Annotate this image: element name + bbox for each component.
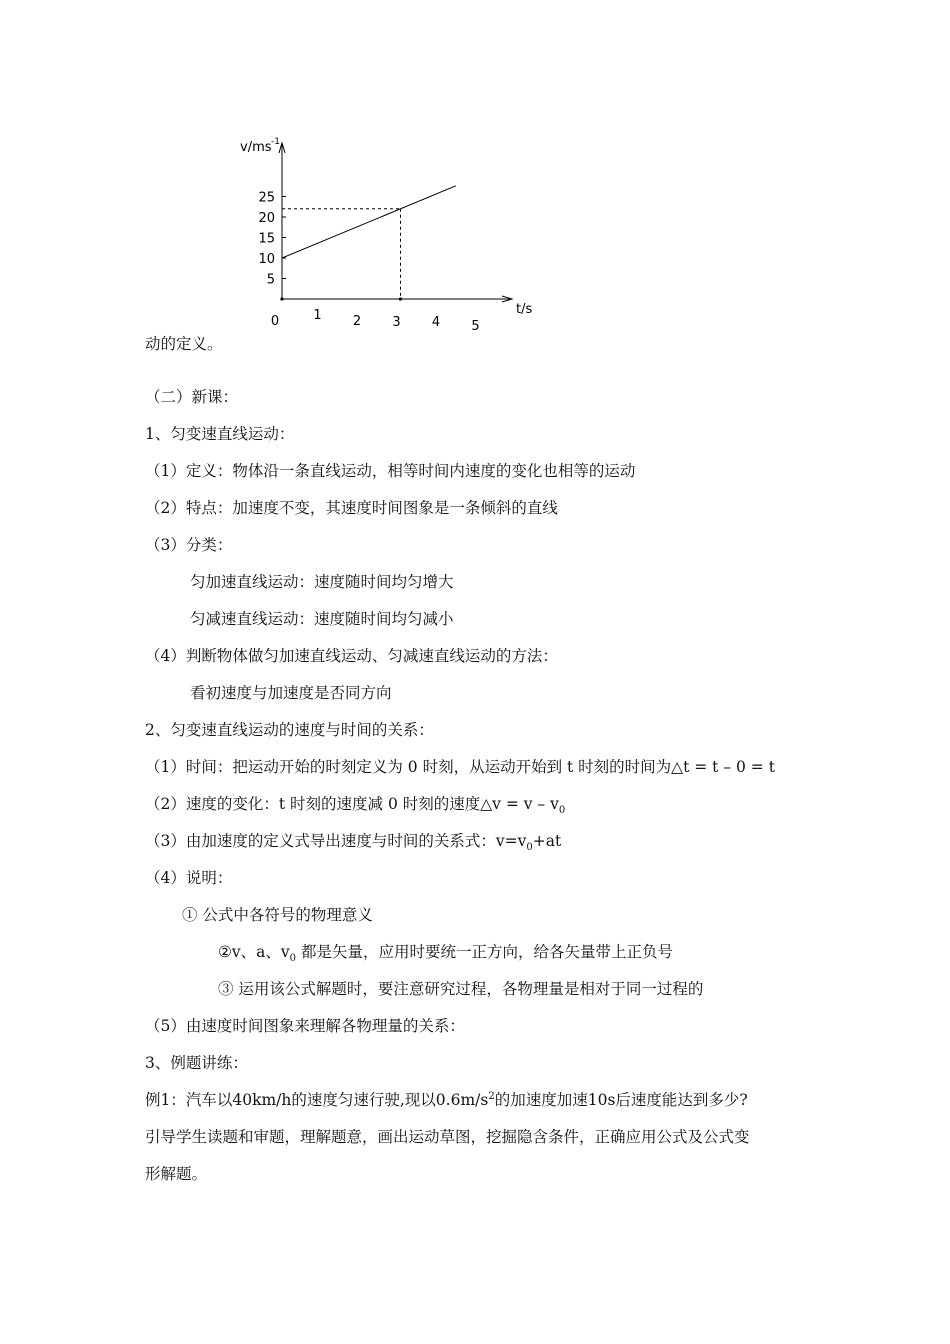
x-tick-label: 5 <box>471 319 480 334</box>
item-time: （1）时间：把运动开始的时刻定义为 0 时刻，从运动开始到 t 时刻的时间为△t = t – 0 = t <box>145 758 775 776</box>
item-graph-relation: （5）由速度时间图象来理解各物理量的关系： <box>145 1017 465 1035</box>
section-heading-new-lesson: （二）新课： <box>145 388 239 406</box>
superscript-two: 2 <box>488 1090 495 1102</box>
item-velocity-change <box>145 794 566 817</box>
note-vectors <box>218 942 673 965</box>
marked-point-foot <box>399 297 402 300</box>
heading-uniform-accel-motion: 1、匀变速直线运动： <box>145 425 295 443</box>
x-tick-label: 2 <box>352 314 362 329</box>
y-axis-label-superscript: -1 <box>271 137 280 147</box>
note-symbol-meaning: ① 公式中各符号的物理意义 <box>182 906 373 924</box>
origin-label: 0 <box>270 314 280 329</box>
sub-item-accelerating: 匀加速直线运动：速度随时间均匀增大 <box>190 573 454 591</box>
x-axis-label: t/s <box>516 302 533 317</box>
y-tick-label: 15 <box>258 231 275 247</box>
y-tick-label: 10 <box>258 252 275 267</box>
guidance-text: 引导学生读题和审题，理解题意，画出运动草图，挖掘隐含条件，正确应用公式及公式变 <box>145 1128 750 1146</box>
note-vectors-rest: 都是矢量，应用时要统一正方向，给各矢量带上正负号 <box>296 943 673 961</box>
example-1-rest: 的加速度加速10s后速度能达到多少? <box>494 1091 748 1109</box>
heading-examples: 3、例题讲练： <box>145 1054 248 1072</box>
series-line <box>282 186 456 258</box>
x-tick-label: 3 <box>392 315 401 330</box>
subscript-zero: 0 <box>289 953 297 965</box>
item-derivation <box>145 831 562 854</box>
heading-velocity-time-relation: 2、匀变速直线运动的速度与时间的关系： <box>145 721 434 739</box>
item-explanation: （4）说明： <box>145 869 233 887</box>
note-process: ③ 运用该公式解题时，要注意研究过程，各物理量是相对于同一过程的 <box>218 980 704 998</box>
guidance-text-end: 形解题。 <box>145 1165 208 1183</box>
item-derivation-formula-end: +at <box>532 832 562 850</box>
example-1-text: 例1：汽车以40km/h的速度匀速行驶,现以0.6m/s <box>145 1091 489 1109</box>
y-tick-label: 20 <box>258 211 275 226</box>
y-tick-label: 5 <box>266 272 275 288</box>
item-derivation-text: （3）由加速度的定义式导出速度与时间的关系式：v=v <box>145 832 527 850</box>
subscript-zero: 0 <box>526 842 533 854</box>
sub-item-direction-check: 看初速度与加速度是否同方向 <box>190 684 392 702</box>
sub-item-decelerating: 匀减速直线运动：速度随时间均匀减小 <box>190 610 454 628</box>
item-features: （2）特点：加速度不变，其速度时间图象是一条倾斜的直线 <box>145 499 558 517</box>
item-definition: （1）定义：物体沿一条直线运动，相等时间内速度的变化也相等的运动 <box>145 462 636 480</box>
origin-dot <box>280 297 283 300</box>
item-judgement-method: （4）判断物体做匀加速直线运动、匀减速直线运动的方法： <box>145 647 558 665</box>
item-velocity-change-text: （2）速度的变化：t 时刻的速度减 0 时刻的速度△v = v – v <box>145 795 559 813</box>
y-axis-label: v/ms <box>240 140 272 155</box>
x-tick-label: 1 <box>313 308 322 323</box>
note-vectors-text: ②v、a、v <box>218 943 290 961</box>
y-tick-label: 25 <box>258 190 275 206</box>
item-classification: （3）分类： <box>145 536 233 554</box>
x-tick-label: 4 <box>431 315 441 330</box>
example-1 <box>145 1090 748 1110</box>
text-line-definition-end: 动的定义。 <box>145 335 223 353</box>
subscript-zero: 0 <box>558 805 566 817</box>
